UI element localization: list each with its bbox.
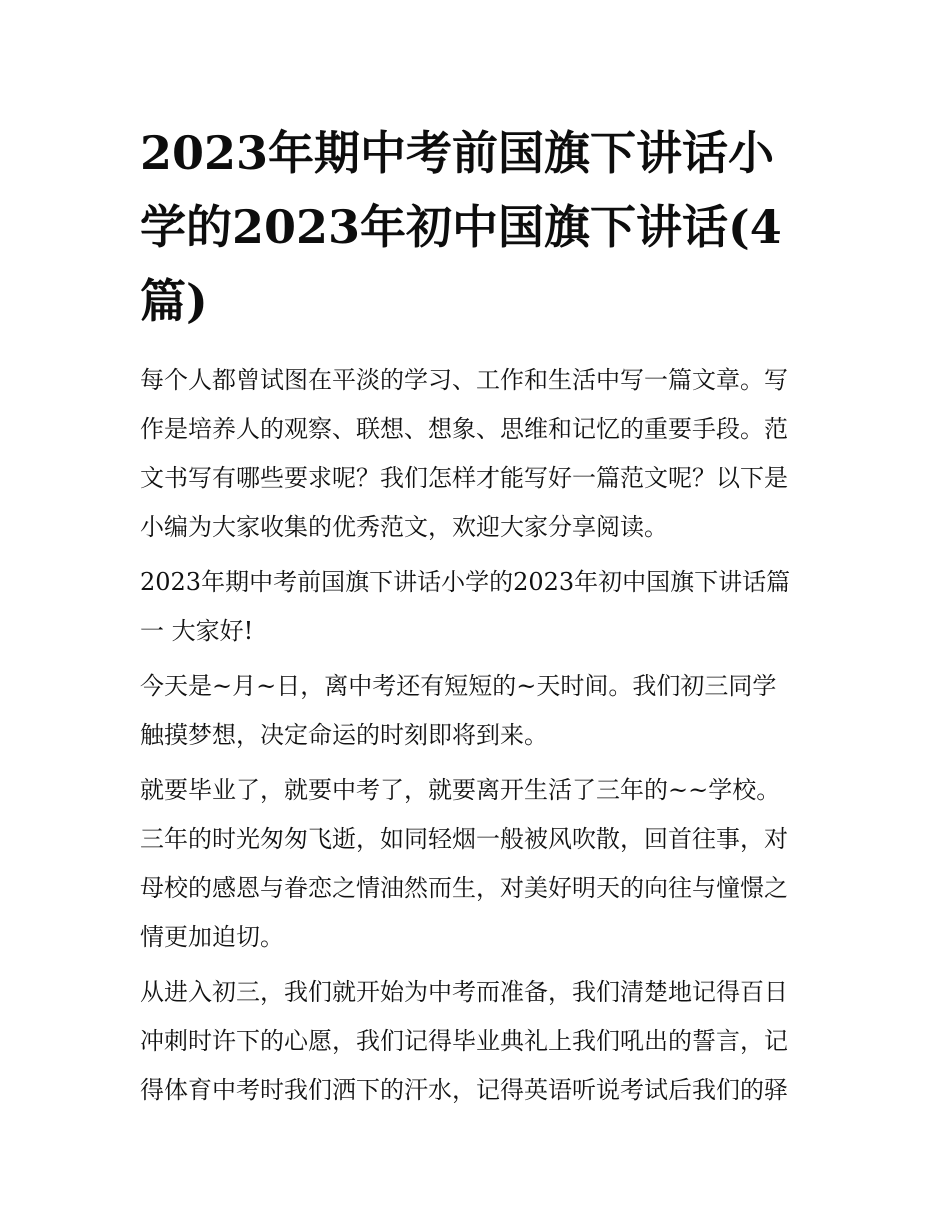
body-paragraph [140, 662, 820, 760]
text-line: 小编为大家收集的优秀范文，欢迎大家分享阅读。 [140, 513, 668, 541]
title-line: 篇) [140, 274, 208, 328]
document-title [140, 116, 820, 338]
text-line: 母校的感恩与眷恋之情油然而生，对美好明天的向往与憧憬之 [140, 874, 788, 902]
body-paragraph [140, 968, 820, 1115]
text-line: 一 大家好! [140, 617, 254, 645]
text-line: 从进入初三，我们就开始为中考而准备，我们清楚地记得百日 [140, 978, 788, 1006]
text-line: 得体育中考时我们洒下的汗水，记得英语听说考试后我们的驿 [140, 1076, 788, 1104]
title-line: 2023年期中考前国旗下讲话小 [140, 126, 775, 180]
text-line: 三年的时光匆匆飞逝，如同轻烟一般被风吹散，回首往事，对 [140, 825, 788, 853]
text-line: 文书写有哪些要求呢？我们怎样才能写好一篇范文呢？以下是 [140, 464, 788, 492]
intro-paragraph [140, 356, 820, 552]
text-line: 今天是~月~日，离中考还有短短的~天时间。我们初三同学 [140, 672, 777, 700]
text-line: 2023年期中考前国旗下讲话小学的2023年初中国旗下讲话篇 [140, 568, 791, 596]
text-line: 作是培养人的观察、联想、想象、思维和记忆的重要手段。范 [140, 415, 788, 443]
text-line: 冲刺时许下的心愿，我们记得毕业典礼上我们吼出的誓言，记 [140, 1027, 788, 1055]
text-line: 就要毕业了，就要中考了，就要离开生活了三年的~~学校。 [140, 776, 781, 804]
body-paragraph [140, 766, 820, 962]
text-line: 触摸梦想，决定命运的时刻即将到来。 [140, 721, 548, 749]
text-line: 情更加迫切。 [140, 923, 284, 951]
section-heading-paragraph [140, 558, 820, 656]
text-line: 每个人都曾试图在平淡的学习、工作和生活中写一篇文章。写 [140, 366, 788, 394]
document-body [140, 356, 820, 1121]
title-line: 学的2023年初中国旗下讲话(4 [140, 200, 782, 254]
